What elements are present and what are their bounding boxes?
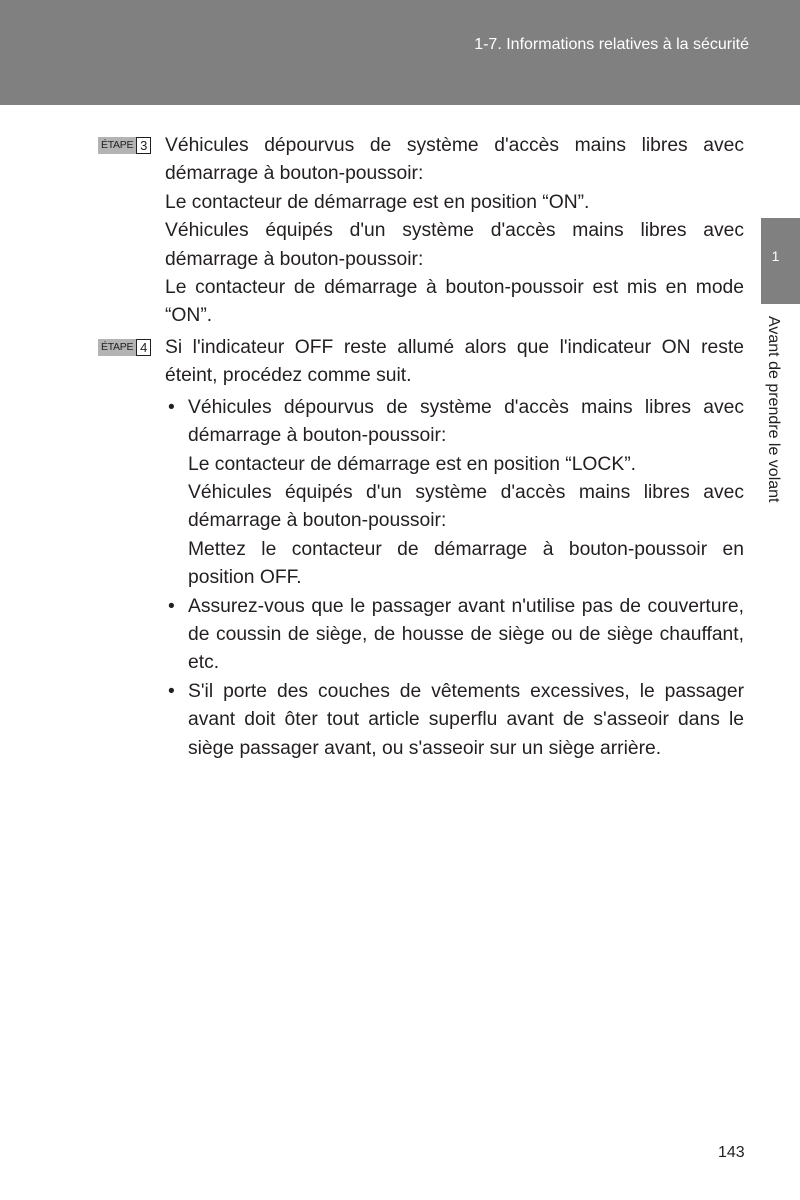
step-badge-number: 4 <box>136 339 151 356</box>
header-band <box>0 0 800 105</box>
bullet-icon: • <box>168 396 175 418</box>
bullet-paragraph: Le contacteur de démarrage est en position “LOCK”. <box>188 453 636 475</box>
bullet-paragraph: Assurez-vous que le passager avant n'utilise pas de couverture, de coussin de siège, de housse de siège ou de siège chauffant, etc. <box>188 595 744 674</box>
bullet-paragraph: Véhicules équipés d'un système d'accès mains libres avec démarrage à bouton-poussoir: <box>188 482 744 532</box>
chapter-label: Avant de prendre le volant <box>765 316 782 503</box>
bullet-icon: • <box>168 595 175 617</box>
chapter-tab <box>761 218 800 304</box>
bullet-paragraph: Véhicules dépourvus de système d'accès mains libres avec démarrage à bouton-poussoir: <box>188 396 744 447</box>
bullet-paragraph: S'il porte des couches de vêtements excessives, le passager avant doit ôter tout article superflu avant de s'asseoir dans le siège passager avant, ou s'asseoir sur un siège arrière. <box>188 680 744 759</box>
step-4 <box>96 334 744 763</box>
step-3 <box>96 132 744 331</box>
step-paragraph: Le contacteur de démarrage est en position “ON”. <box>165 191 590 213</box>
list-item <box>165 678 744 763</box>
chapter-number: 1 <box>771 248 780 264</box>
step-text <box>165 132 744 331</box>
step-paragraph: Le contacteur de démarrage à bouton-poussoir est mis en mode “ON”. <box>165 277 744 327</box>
list-item <box>165 394 744 593</box>
step-text <box>165 334 744 763</box>
step-badge <box>98 137 151 154</box>
step-badge-number: 3 <box>136 137 151 154</box>
step-badge <box>98 339 151 356</box>
page-number: 143 <box>718 1144 745 1161</box>
step-paragraph: Véhicules dépourvus de système d'accès mains libres avec démarrage à bouton-poussoir: <box>165 135 744 185</box>
list-item <box>165 593 744 678</box>
bullet-list <box>165 394 744 763</box>
step-badge-word: ÉTAPE <box>98 137 136 154</box>
section-title: 1-7. Informations relatives à la sécurité <box>474 36 749 53</box>
step-badge-word: ÉTAPE <box>98 339 136 356</box>
step-paragraph: Véhicules équipés d'un système d'accès mains libres avec démarrage à bouton-poussoir: <box>165 220 744 270</box>
bullet-icon: • <box>168 680 175 702</box>
bullet-paragraph: Mettez le contacteur de démarrage à bouton-poussoir en position OFF. <box>188 538 744 589</box>
step-intro: Si l'indicateur OFF reste allumé alors que l'indicateur ON reste éteint, procédez comme suit. <box>165 337 744 387</box>
